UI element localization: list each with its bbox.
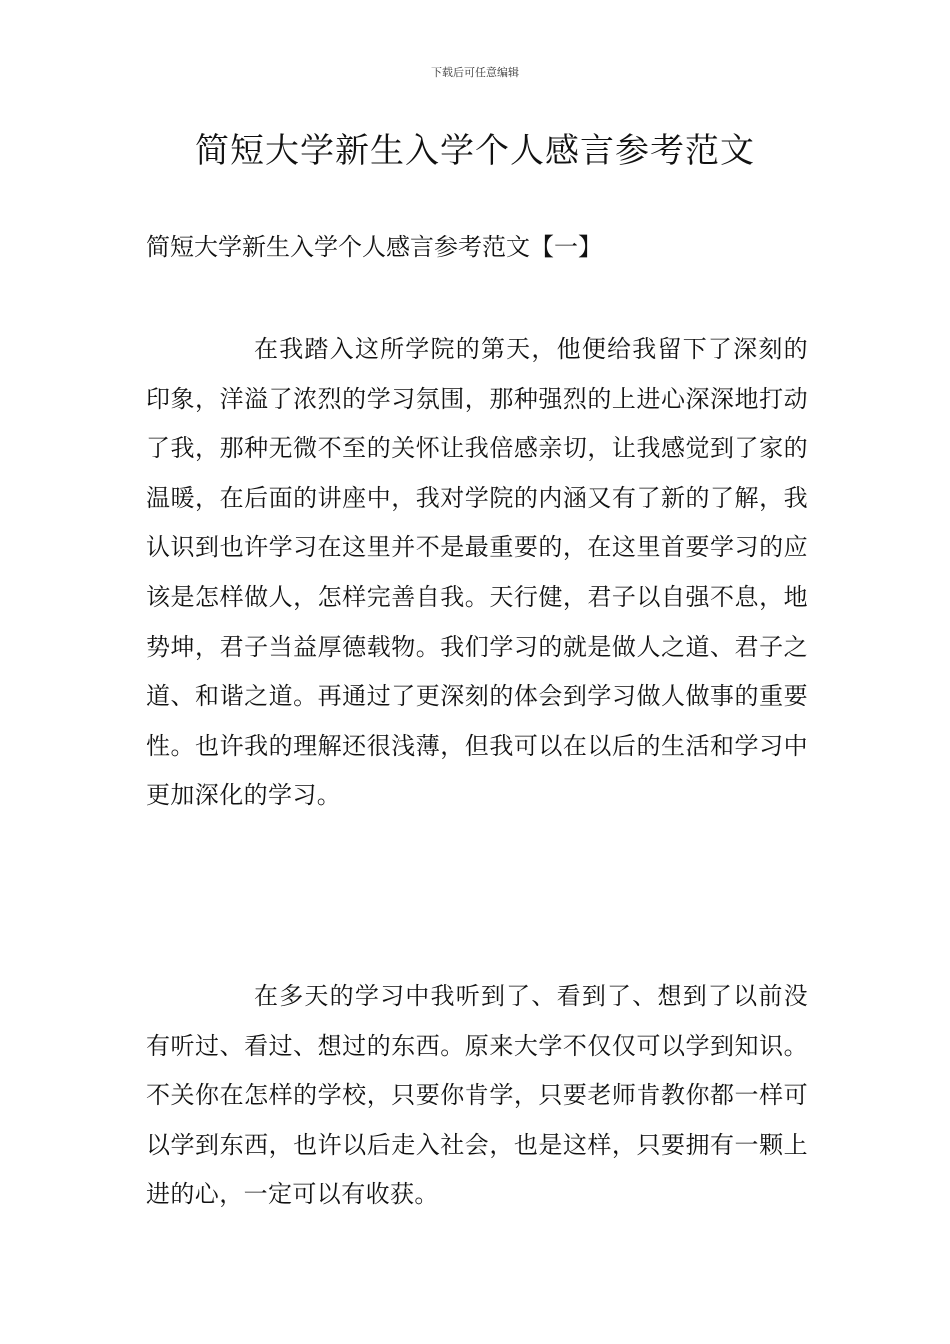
header-note: 下载后可任意编辑 [431, 66, 519, 79]
document-title: 简短大学新生入学个人感言参考范文 [195, 131, 755, 171]
body-paragraph-2: 在多天的学习中我听到了、看到了、想到了以前没有听过、看过、想过的东西。原来大学不仅仅可以学到知识。不关你在怎样的学校，只要你肯学，只要老师肯教你都一样可以学到东西，也许以后走入社会，也是这样，只要拥有一颗上进的心，一定可以有收获。 [146, 982, 808, 1209]
body-paragraph-1: 在我踏入这所学院的第天，他便给我留下了深刻的印象，洋溢了浓烈的学习氛围，那种强烈的上进心深深地打动了我，那种无微不至的关怀让我倍感亲切，让我感觉到了家的温暖，在后面的讲座中，我对学院的内涵又有了新的了解，我认识到也许学习在这里并不是最重要的，在这里首要学习的应该是怎样做人，怎样完善自我。天行健，君子以自强不息，地势坤，君子当益厚德载物。我们学习的就是做人之道、君子之道、和谐之道。再通过了更深刻的体会到学习做人做事的重要性。也许我的理解还很浅薄，但我可以在以后的生活和学习中更加深化的学习。 [146, 335, 808, 810]
section-heading: 简短大学新生入学个人感言参考范文【一】 [146, 233, 602, 261]
